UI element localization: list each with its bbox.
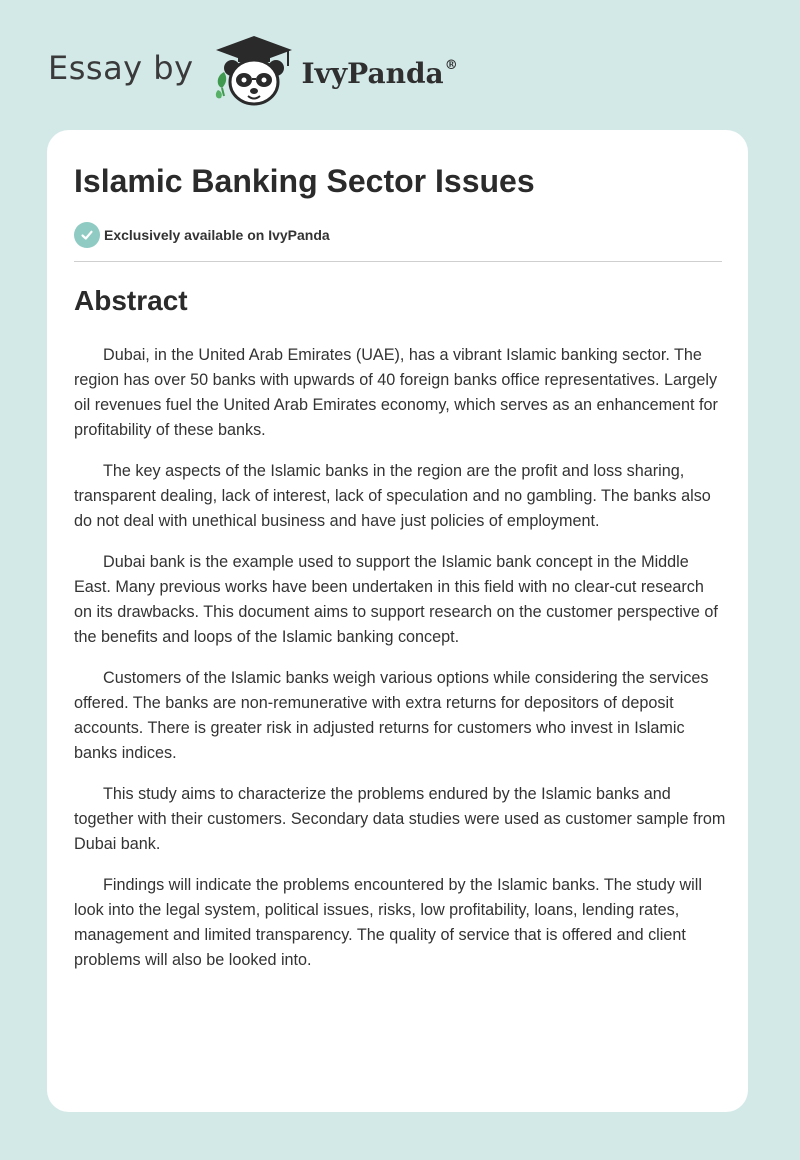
registered-mark: ®	[444, 57, 458, 73]
page-title: Islamic Banking Sector Issues	[74, 163, 535, 199]
panda-logo-icon[interactable]	[208, 34, 300, 110]
paragraph: The key aspects of the Islamic banks in the region are the profit and loss sharing, transparent dealing, lack of interest, lack of speculation and no gambling. The banks also do not deal with unethical business and have just policies of employment.	[74, 462, 711, 530]
exclusive-badge-label: Exclusively available on IvyPanda	[104, 227, 330, 243]
paragraph: Dubai, in the United Arab Emirates (UAE), has a vibrant Islamic banking sector. The region has over 50 banks with upwards of 40 foreign banks office representatives. Largely oil revenues fuel the United Arab Emirates economy, which serves as an enhancement for profitability of these banks.	[74, 346, 718, 439]
brand-text: IvyPanda	[301, 56, 444, 90]
site-header	[48, 34, 458, 110]
essay-by-label: Essay by	[48, 49, 194, 87]
essay-card	[47, 130, 748, 1112]
abstract-body	[74, 343, 726, 989]
title-divider	[74, 261, 722, 262]
paragraph: Findings will indicate the problems encountered by the Islamic banks. The study will look into the legal system, political issues, risks, low profitability, loans, lending rates, management and limited transparency. The quality of service that is offered and client problems will also be looked into.	[74, 876, 702, 969]
paragraph: This study aims to characterize the problems endured by the Islamic banks and together with their customers. Secondary data studies were used as customer sample from Dubai bank.	[74, 785, 726, 853]
section-heading-abstract: Abstract	[74, 285, 188, 316]
paragraph: Customers of the Islamic banks weigh various options while considering the services offered. The banks are non-remunerative with extra returns for depositors of deposit accounts. There is greater risk in adjusted returns for customers who invest in Islamic banks indices.	[74, 669, 709, 762]
brand-name[interactable]	[302, 57, 458, 90]
paragraph: Dubai bank is the example used to support the Islamic bank concept in the Middle East. Many previous works have been undertaken in this field with no clear-cut research on its drawbacks. This document aims to support research on the customer perspective of the benefits and loops of the Islamic banking concept.	[74, 553, 718, 646]
exclusive-badge	[74, 222, 330, 248]
check-circle-icon	[74, 222, 100, 248]
